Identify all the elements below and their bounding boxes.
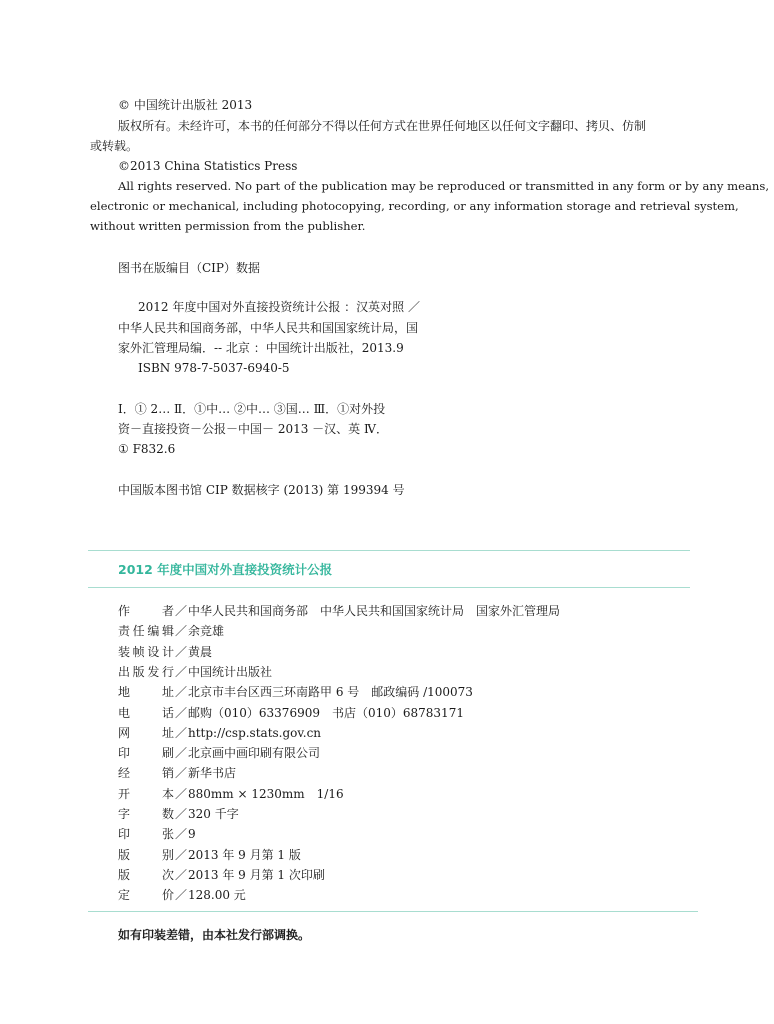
info-value: 邮购（010）63376909 书店（010）68783171	[188, 705, 464, 720]
copyright-cn-rights-line-1: 版权所有。未经许可，本书的任何部分不得以任何方式在世界任何地区以任何文字翻印、拷贝、仿制	[118, 119, 647, 133]
info-row	[118, 806, 239, 822]
info-value: 新华书店	[188, 766, 237, 781]
info-value: 9	[188, 827, 196, 842]
info-label: 电 话	[118, 705, 174, 720]
title-bottom-rule	[88, 587, 690, 588]
info-separator: ／	[174, 664, 187, 679]
info-separator: ／	[174, 705, 187, 720]
cip-classification-line-3: ① F832.6	[118, 442, 176, 456]
info-value: http://csp.stats.gov.cn	[188, 725, 322, 740]
info-label: 作 者	[118, 604, 174, 618]
info-separator: ／	[174, 766, 187, 781]
info-row	[118, 847, 301, 863]
info-label: 经 销	[118, 766, 174, 781]
info-value: 北京市丰台区西三环南路甲 6 号 邮政编码 /100073	[188, 685, 473, 700]
info-label: 出版发行	[118, 664, 174, 679]
info-separator: ／	[174, 725, 187, 740]
info-row	[118, 867, 325, 883]
info-label: 责任编辑	[118, 624, 174, 639]
info-row	[118, 664, 272, 680]
info-value: 880mm × 1230mm 1/16	[188, 786, 344, 801]
info-row	[118, 887, 246, 903]
copyright-en-rights-line-1: All rights reserved. No part of the publication may be reproduced or transmitted in any form or by any means,	[118, 179, 769, 193]
info-separator: ／	[174, 888, 187, 903]
cip-entry-line-1: 2012 年度中国对外直接投资统计公报 ：汉英对照 ／	[138, 300, 420, 314]
info-separator: ／	[174, 786, 187, 801]
info-label: 装帧设计	[118, 644, 174, 659]
info-row	[118, 603, 560, 619]
copyright-en-line: ©2013 China Statistics Press	[118, 159, 298, 173]
info-value: 中华人民共和国商务部 中华人民共和国国家统计局 国家外汇管理局	[188, 604, 561, 618]
info-row	[118, 684, 473, 700]
cip-entry-line-2: 中华人民共和国商务部，中华人民共和国国家统计局，国	[118, 321, 419, 335]
info-row	[118, 623, 224, 639]
info-separator: ／	[174, 685, 187, 700]
info-label: 开 本	[118, 786, 174, 801]
copyright-cn-line: © 中国统计出版社 2013	[118, 98, 253, 112]
info-label: 印 刷	[118, 746, 174, 761]
info-row	[118, 705, 464, 721]
info-separator: ／	[174, 827, 187, 842]
info-label: 网 址	[118, 725, 174, 740]
info-value: 320 千字	[188, 807, 239, 821]
info-separator: ／	[174, 604, 187, 618]
info-separator: ／	[174, 807, 187, 821]
info-separator: ／	[174, 847, 187, 862]
copyright-en-rights-line-3: without written permission from the publisher.	[90, 219, 366, 233]
cip-heading: 图书在版编目（CIP）数据	[118, 261, 260, 275]
misprint-notice: 如有印装差错，由本社发行部调换。	[118, 928, 311, 942]
title-top-rule	[88, 550, 690, 551]
copyright-cn-rights-line-2: 或转载。	[90, 139, 139, 153]
info-row	[118, 765, 236, 781]
info-value: 北京画中画印刷有限公司	[188, 746, 321, 761]
info-row	[118, 745, 320, 761]
info-label: 版 别	[118, 847, 174, 862]
info-row	[118, 826, 196, 842]
cip-classification-line-1: Ⅰ．① 2… Ⅱ．①中… ②中… ③国… Ⅲ．①对外投	[118, 402, 386, 416]
info-row	[118, 644, 212, 660]
info-label: 地 址	[118, 685, 174, 700]
info-value: 余竞雄	[188, 624, 225, 639]
info-value: 黄晨	[188, 644, 213, 659]
cip-classification-line-2: 资－直接投资－公报－中国－ 2013 －汉、英 Ⅳ．	[118, 422, 388, 436]
info-row	[118, 725, 321, 741]
book-title: 2012 年度中国对外直接投资统计公报	[118, 562, 333, 577]
info-bottom-rule	[88, 911, 698, 912]
info-label: 印 张	[118, 827, 174, 842]
info-row	[118, 786, 344, 802]
info-separator: ／	[174, 867, 187, 882]
copyright-en-rights-line-2: electronic or mechanical, including photocopying, recording, or any information storage and retrieval system,	[90, 199, 739, 213]
cip-isbn: ISBN 978-7-5037-6940-5	[138, 361, 290, 375]
info-label: 字 数	[118, 807, 174, 821]
info-value: 2013 年 9 月第 1 版	[188, 847, 301, 862]
info-separator: ／	[174, 746, 187, 761]
info-label: 定 价	[118, 888, 174, 903]
info-label: 版 次	[118, 867, 174, 882]
cip-entry-line-3: 家外汇管理局编．-- 北京 ：中国统计出版社，2013.9	[118, 341, 404, 355]
info-separator: ／	[174, 624, 187, 639]
info-value: 2013 年 9 月第 1 次印刷	[188, 867, 325, 882]
info-value: 中国统计出版社	[188, 664, 273, 679]
cip-record-number: 中国版本图书馆 CIP 数据核字 (2013) 第 199394 号	[118, 483, 405, 497]
info-value: 128.00 元	[188, 888, 246, 903]
info-separator: ／	[174, 644, 187, 659]
